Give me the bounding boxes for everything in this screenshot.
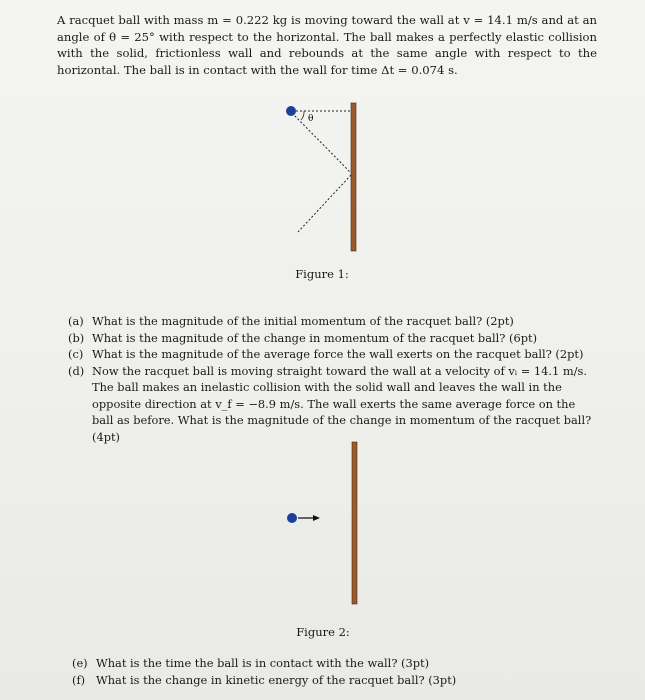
wall	[351, 103, 356, 251]
incoming-path-line	[292, 113, 351, 173]
question-label: (d)	[68, 363, 85, 378]
question-text: What is the change in kinetic energy of the racquet ball? (3pt)	[96, 673, 457, 687]
question-text: What is the magnitude of the change in momentum of the racquet ball? (6pt)	[92, 330, 538, 345]
question-label: (e)	[72, 656, 88, 670]
rebound-path-line	[298, 175, 351, 232]
question-label: (f)	[72, 673, 86, 687]
velocity-arrow-head	[313, 515, 320, 521]
question-text: What is the magnitude of the initial momentum of the racquet ball? (2pt)	[92, 314, 514, 328]
figure-1-caption: Figure 1:	[295, 267, 349, 281]
angle-arc	[301, 111, 304, 120]
question-a	[68, 313, 598, 330]
question-list	[68, 313, 598, 445]
figure-1	[270, 95, 380, 255]
ball	[287, 513, 297, 523]
question-c	[68, 346, 598, 363]
wall	[352, 442, 357, 604]
question-label: (a)	[68, 314, 84, 328]
ball	[286, 106, 296, 116]
question-f	[72, 672, 592, 689]
question-text: What is the magnitude of the average force the wall exerts on the racquet ball? (2pt)	[92, 347, 584, 361]
question-label: (b)	[68, 330, 85, 345]
question-d	[68, 363, 598, 446]
figure-2	[280, 440, 380, 610]
question-list-continued	[72, 655, 592, 689]
question-b	[68, 330, 598, 347]
figure-2-caption: Figure 2:	[296, 625, 350, 639]
question-text: Now the racquet ball is moving straight toward the wall at a velocity of vᵢ = 14.1 m/s. The ball makes an inelastic collision with the solid wall and leaves the wall in the opposite direction at v_f = −8.9 m/s. The wall exerts the same average force on the ball as before. What is the magnitude of the change in momentum of the racquet ball? (4pt)	[92, 363, 592, 444]
question-label: (c)	[68, 347, 84, 361]
question-e	[72, 655, 592, 672]
question-text: What is the time the ball is in contact with the wall? (3pt)	[96, 656, 430, 670]
angle-label: θ	[308, 114, 314, 124]
problem-intro: A racquet ball with mass m = 0.222 kg is moving toward the wall at v = 14.1 m/s and at an angle of θ = 25° with respect to the horizontal. The ball makes a perfectly elastic collision with the solid, frictionless wall and rebounds at the same angle with respect to the horizontal. The ball is in contact with the wall for time Δt = 0.074 s.	[57, 13, 597, 77]
